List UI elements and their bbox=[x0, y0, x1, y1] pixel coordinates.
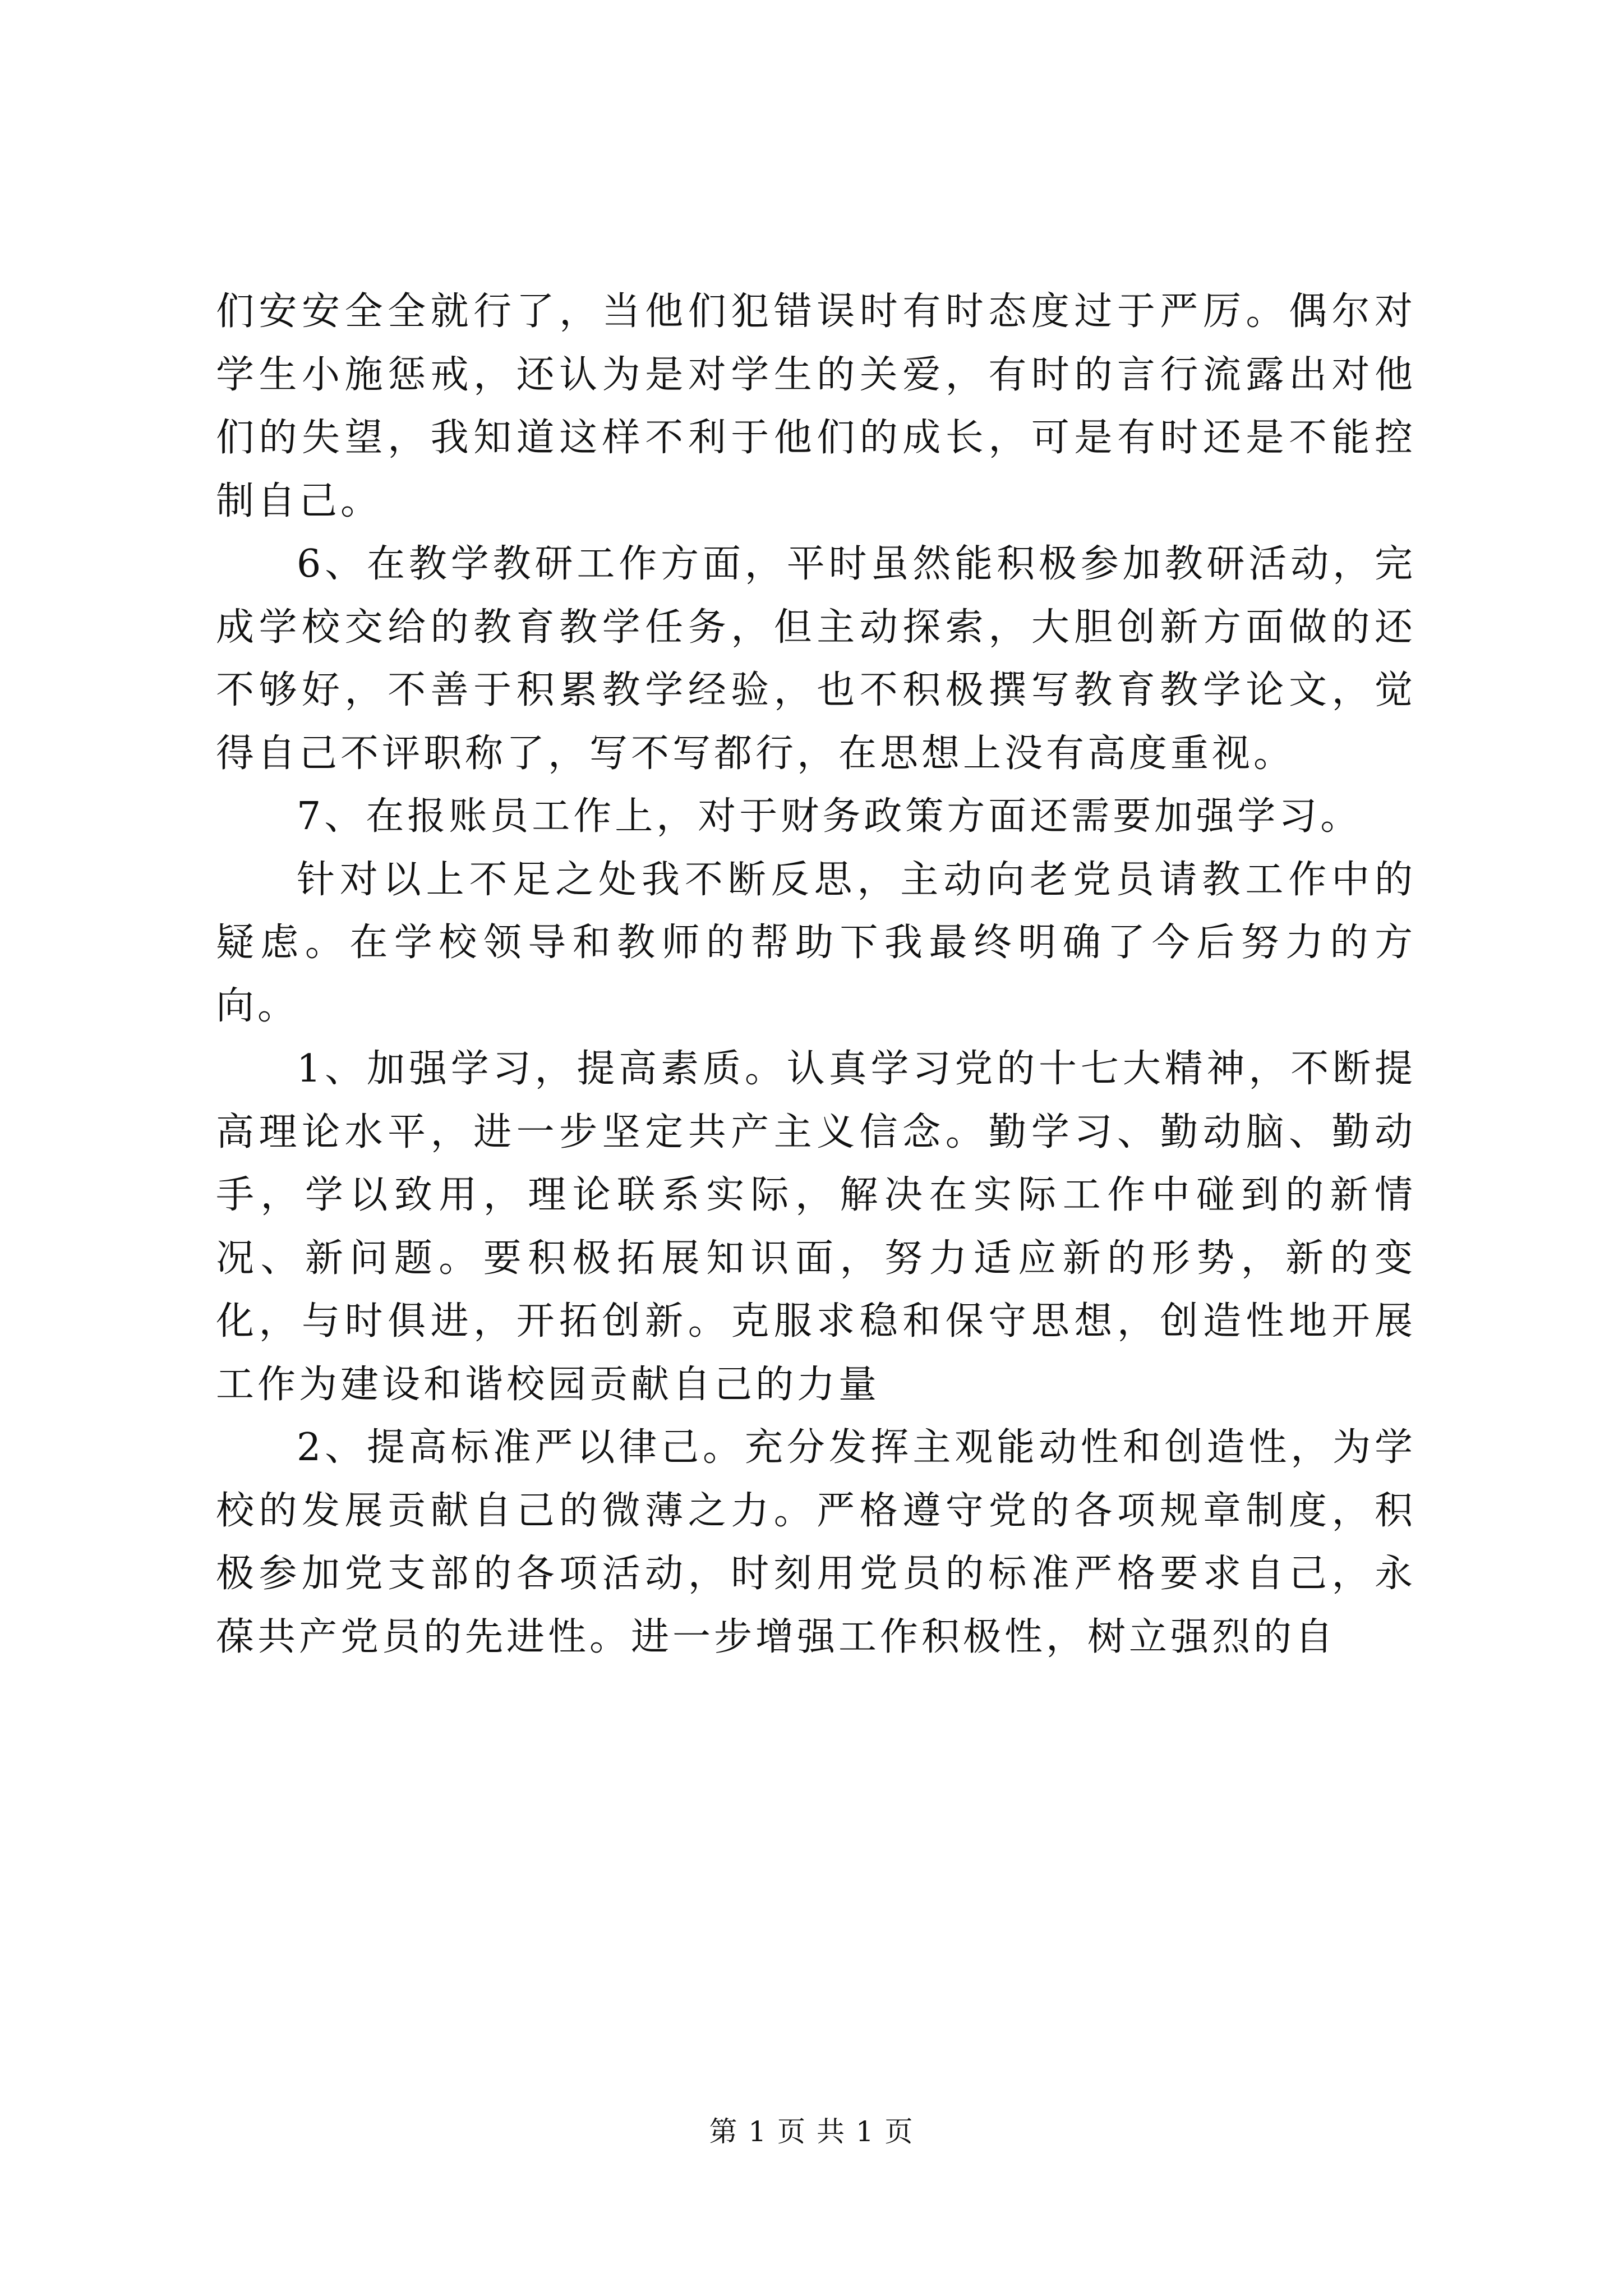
paragraph-goal-1: 1、加强学习，提高素质。认真学习党的十七大精神，不断提高理论水平，进一步坚定共产主义信念。勤学习、勤动脑、勤动手，学以致用，理论联系实际，解决在实际工作中碰到的新情况、新问题。要积极拓展知识面，努力适应新的形势，新的变化，与时俱进，开拓创新。克服求稳和保守思想，创造性地开展工作为建设和谐校园贡献自己的力量 bbox=[216, 1047, 1416, 1407]
paragraph-reflection: 针对以上不足之处我不断反思，主动向老党员请教工作中的疑虑。在学校领导和教师的帮助下我最终明确了今后努力的方向。 bbox=[216, 857, 1416, 1028]
page-footer: 第 1 页 共 1 页 bbox=[709, 2115, 914, 2148]
paragraph-item-7: 7、在报账员工作上，对于财务政策方面还需要加强学习。 bbox=[297, 794, 1362, 839]
document-body bbox=[216, 280, 1416, 1669]
paragraph-goal-2: 2、提高标准严以律己。充分发挥主观能动性和创造性，为学校的发展贡献自己的微薄之力。严格遵守党的各项规章制度，积极参加党支部的各项活动，时刻用党员的标准严格要求自己，永葆共产党员的先进性。进一步增强工作积极性，树立强烈的自 bbox=[216, 1425, 1416, 1659]
paragraph-item-6: 6、在教学教研工作方面，平时虽然能积极参加教研活动，完成学校交给的教育教学任务，但主动探索，大胆创新方面做的还不够好，不善于积累教学经验，也不积极撰写教育教学论文，觉得自己不评职称了，写不写都行，在思想上没有高度重视。 bbox=[216, 542, 1416, 776]
paragraph-continuation: 们安安全全就行了，当他们犯错误时有时态度过于严厉。偶尔对学生小施惩戒，还认为是对学生的关爱，有时的言行流露出对他们的失望，我知道这样不利于他们的成长，可是有时还是不能控制自己。 bbox=[216, 289, 1416, 523]
